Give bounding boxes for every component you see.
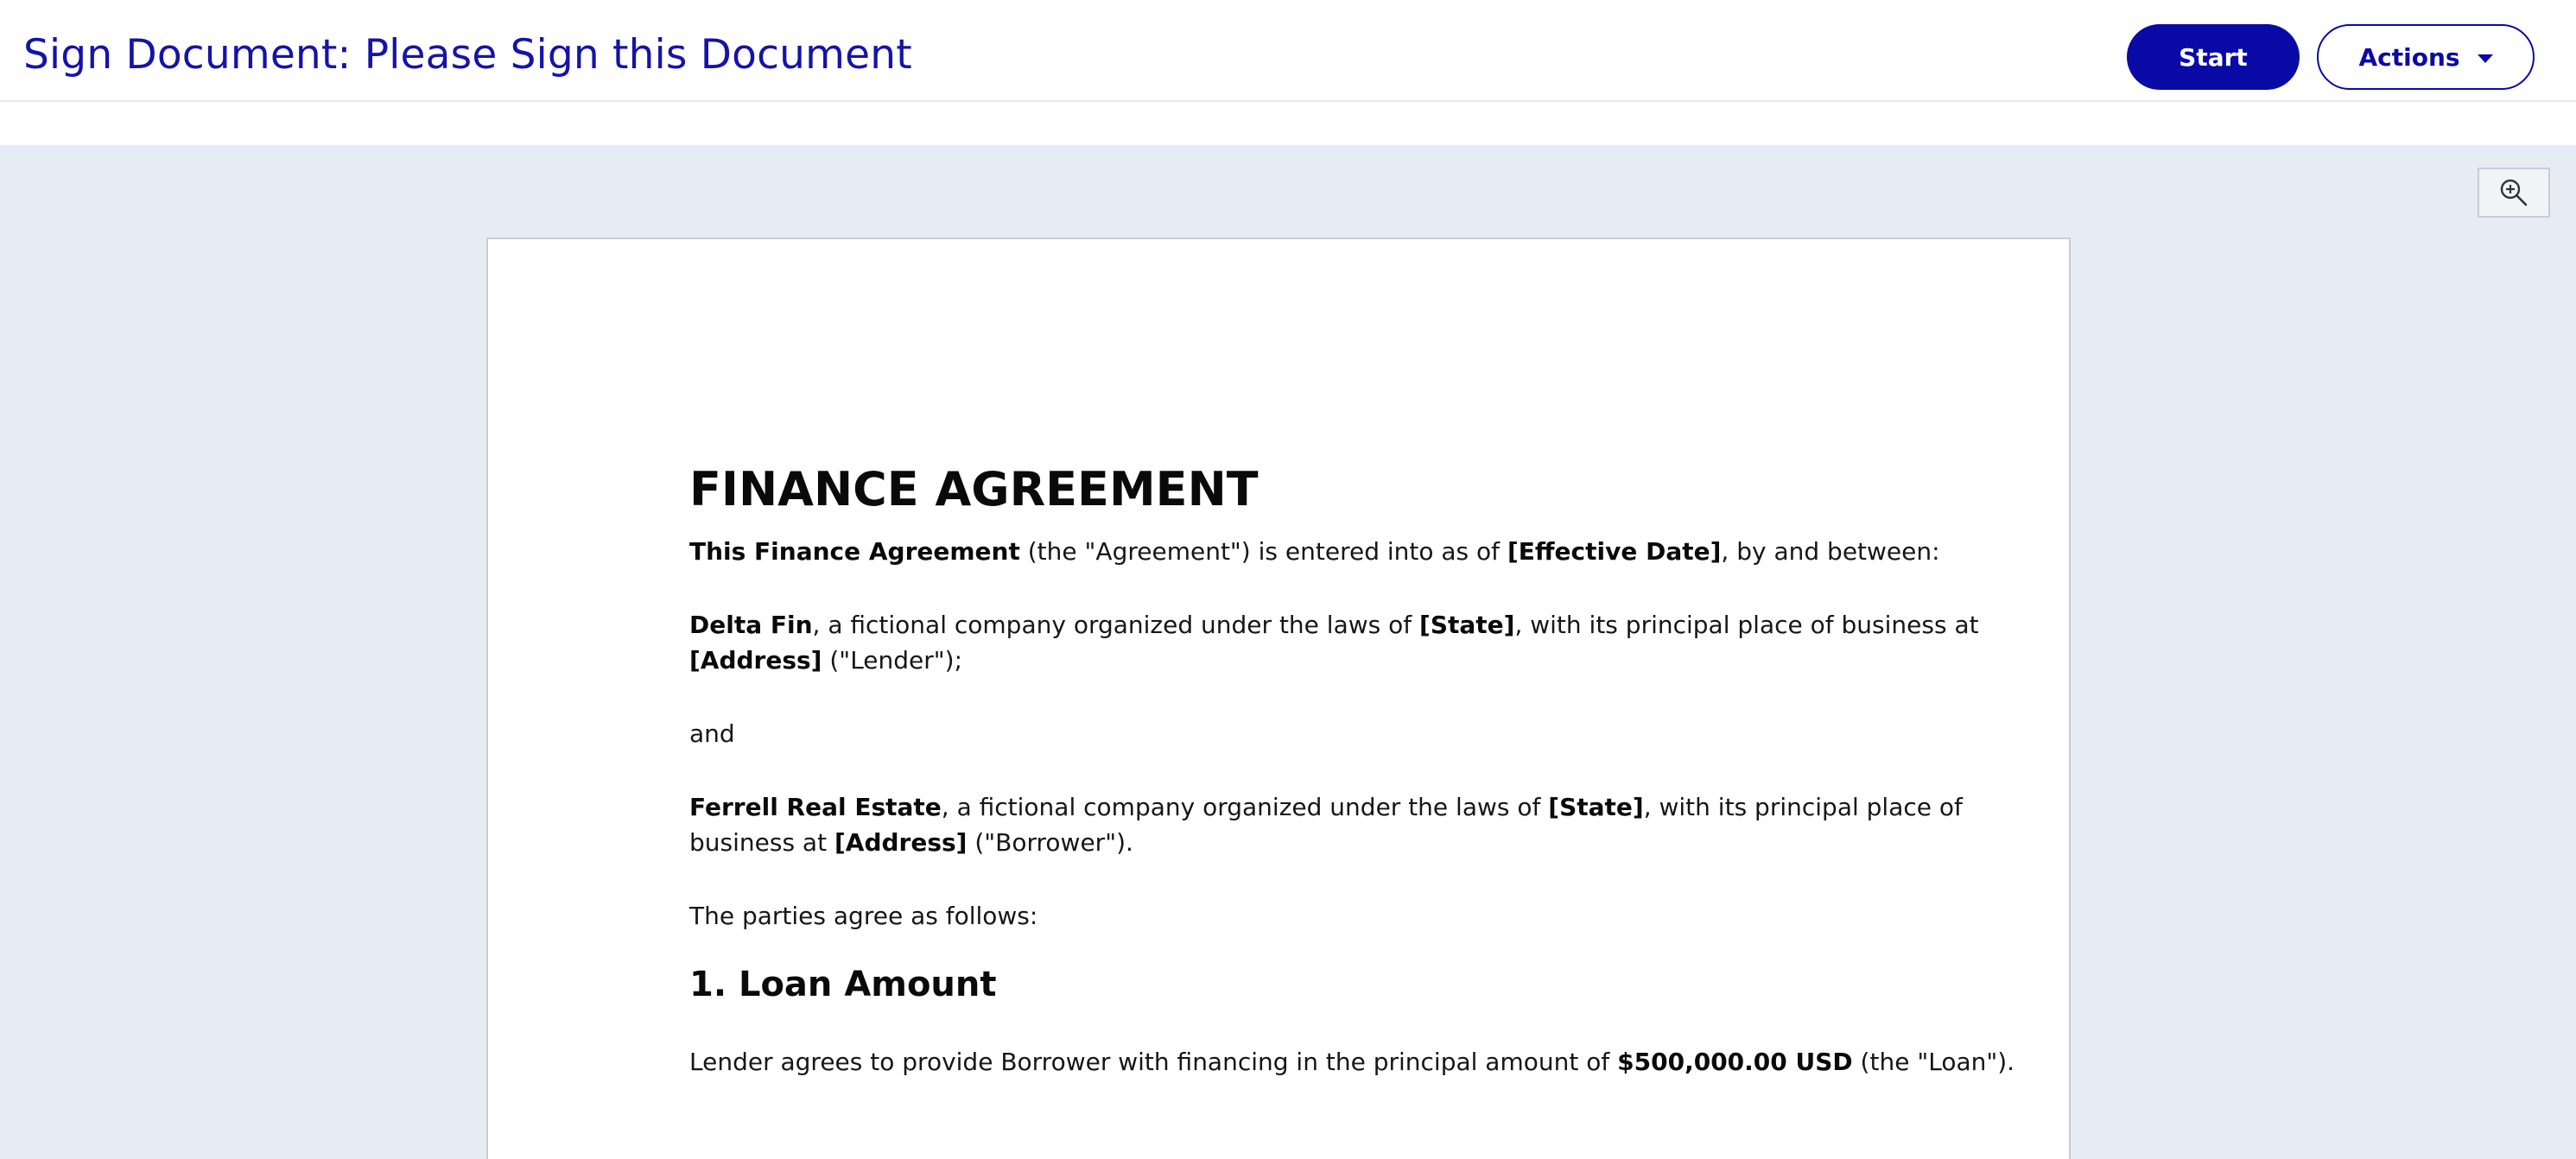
party1-line2 xyxy=(689,643,962,678)
party1-state-placeholder: [State] xyxy=(1419,611,1515,639)
intro-text-1: (the "Agreement") is entered into as of xyxy=(1019,537,1507,566)
top-header xyxy=(0,0,2576,102)
zoom-in-button[interactable] xyxy=(2478,168,2550,218)
page-title: Sign Document: Please Sign this Document xyxy=(23,31,912,79)
loan-text-1: Lender agrees to provide Borrower with financing in the principal amount of xyxy=(689,1048,1618,1076)
agree-text: The parties agree as follows: xyxy=(689,902,1038,930)
loan-amount-value: $500,000.00 USD xyxy=(1617,1048,1853,1076)
party2-text-4: ("Borrower"). xyxy=(967,828,1133,857)
party2-address-placeholder: [Address] xyxy=(834,828,968,857)
document-title: FINANCE AGREEMENT xyxy=(689,462,1259,516)
party1-text-1: , a fictional company organized under the laws of xyxy=(812,611,1420,639)
loan-text-2: (the "Loan"). xyxy=(1852,1048,2015,1076)
party1-text-2: , with its principal place of business at xyxy=(1514,611,1979,639)
effective-date-placeholder: [Effective Date] xyxy=(1507,537,1722,566)
lender-name: Delta Fin xyxy=(689,611,813,639)
actions-label: Actions xyxy=(2358,42,2460,72)
actions-dropdown-button[interactable] xyxy=(2317,24,2535,90)
intro-bold-name: This Finance Agreement xyxy=(689,537,1020,566)
zoom-in-icon xyxy=(2498,177,2529,208)
party2-text-1: , a fictional company organized under the laws of xyxy=(941,793,1549,821)
party1-text-3: ("Lender"); xyxy=(822,646,963,674)
borrower-name: Ferrell Real Estate xyxy=(689,793,942,821)
and-text: and xyxy=(689,719,735,748)
intro-text-2: , by and between: xyxy=(1721,537,1940,566)
party2-line2 xyxy=(689,825,1133,860)
chevron-down-icon xyxy=(2478,54,2493,63)
party2-text-2: , with its principal place of xyxy=(1643,793,1963,821)
party1-line1 xyxy=(689,607,1979,643)
document-page xyxy=(486,238,2071,1159)
start-button[interactable]: Start xyxy=(2127,24,2300,90)
party2-text-3: business at xyxy=(689,828,834,857)
party1-address-placeholder: [Address] xyxy=(689,646,822,674)
section-heading-loan-amount: 1. Loan Amount xyxy=(689,965,997,1004)
party2-state-placeholder: [State] xyxy=(1548,793,1644,821)
document-viewer[interactable] xyxy=(0,145,2576,1159)
loan-amount-paragraph xyxy=(689,1044,2014,1080)
intro-paragraph xyxy=(689,534,1940,569)
header-spacer xyxy=(0,102,2576,145)
party2-line1 xyxy=(689,789,1963,825)
